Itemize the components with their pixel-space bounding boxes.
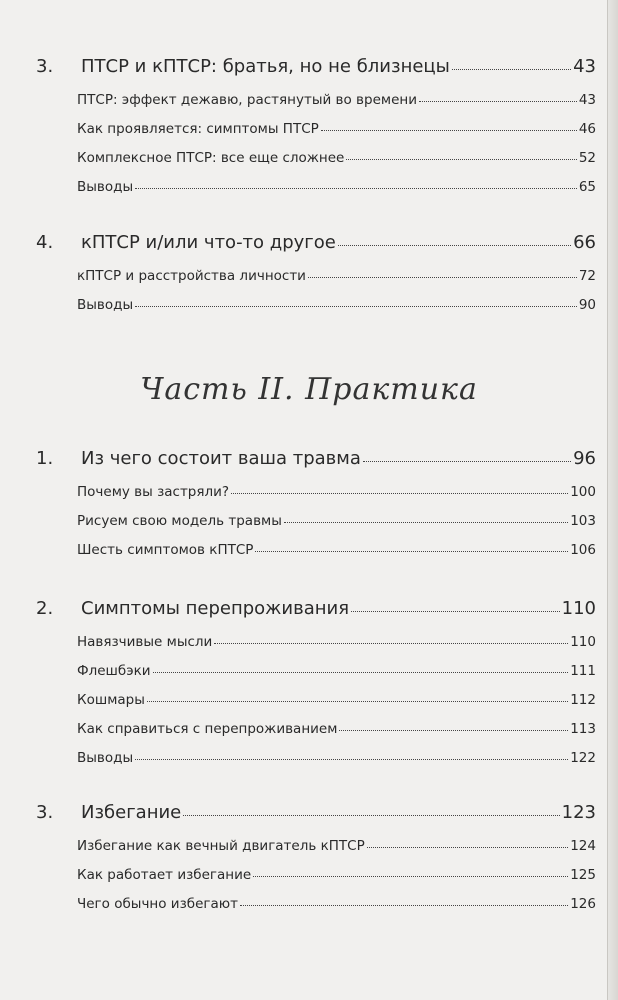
leader-dots — [419, 100, 577, 102]
page-number: 124 — [570, 838, 596, 854]
leader-dots — [214, 642, 568, 644]
leader-dots — [367, 846, 568, 848]
section-entry[interactable] — [77, 750, 596, 766]
leader-dots — [339, 729, 568, 731]
page-number: 66 — [573, 232, 596, 253]
section-title: Как проявляется: симптомы ПТСР — [77, 121, 319, 137]
section-entry[interactable] — [77, 268, 596, 284]
leader-dots — [338, 244, 571, 246]
page-number: 122 — [570, 750, 596, 766]
chapter-number: 1. — [36, 448, 54, 469]
page-number: 52 — [578, 150, 596, 166]
page-number: 65 — [578, 179, 596, 195]
leader-dots — [231, 492, 568, 494]
section-entry[interactable] — [77, 179, 596, 195]
chapter-entry[interactable] — [36, 448, 596, 469]
page-edge — [607, 0, 618, 1000]
section-entry[interactable] — [77, 297, 596, 313]
section-entry[interactable] — [77, 150, 596, 166]
page-number: 125 — [570, 867, 596, 883]
leader-dots — [147, 700, 568, 702]
chapter-title: ПТСР и кПТСР: братья, но не близнецы — [81, 56, 450, 77]
page-number: 72 — [578, 268, 596, 284]
leader-dots — [183, 814, 559, 816]
chapter-number: 4. — [36, 232, 54, 253]
section-title: Навязчивые мысли — [77, 634, 213, 650]
section-entry[interactable] — [77, 721, 596, 737]
section-title: Шесть симптомов кПТСР — [77, 542, 254, 558]
page-number: 96 — [573, 448, 596, 469]
chapter-entry[interactable] — [36, 802, 596, 823]
page-number: 43 — [578, 92, 596, 108]
leader-dots — [253, 875, 568, 877]
leader-dots — [321, 129, 577, 131]
leader-dots — [363, 460, 571, 462]
leader-dots — [135, 305, 577, 307]
leader-dots — [135, 758, 568, 760]
page-number: 110 — [561, 598, 596, 619]
section-title: ПТСР: эффект дежавю, растянутый во времени — [77, 92, 417, 108]
section-entry[interactable] — [77, 634, 596, 650]
leader-dots — [153, 671, 569, 673]
section-title: Выводы — [77, 297, 134, 313]
chapter-number: 2. — [36, 598, 54, 619]
page-number: 112 — [570, 692, 596, 708]
section-entry[interactable] — [77, 484, 596, 500]
section-title: Почему вы застряли? — [77, 484, 230, 500]
leader-dots — [346, 158, 576, 160]
leader-dots — [351, 610, 560, 612]
leader-dots — [135, 187, 577, 189]
section-title: Кошмары — [77, 692, 145, 708]
leader-dots — [284, 521, 568, 523]
section-title: Как справиться с перепроживанием — [77, 721, 338, 737]
chapter-title: кПТСР и/или что-то другое — [81, 232, 336, 253]
page-number: 103 — [570, 513, 596, 529]
chapter-entry[interactable] — [36, 598, 596, 619]
section-entry[interactable] — [77, 867, 596, 883]
section-title: Рисуем свою модель травмы — [77, 513, 282, 529]
section-title: кПТСР и расстройства личности — [77, 268, 306, 284]
section-title: Флешбэки — [77, 663, 151, 679]
page-number: 100 — [570, 484, 596, 500]
chapter-title: Из чего состоит ваша травма — [81, 448, 361, 469]
page-number: 106 — [570, 542, 596, 558]
chapter-title: Избегание — [81, 802, 182, 823]
section-entry[interactable] — [77, 92, 596, 108]
chapter-title: Симптомы перепроживания — [81, 598, 350, 619]
page-number: 90 — [578, 297, 596, 313]
section-entry[interactable] — [77, 692, 596, 708]
leader-dots — [308, 276, 577, 278]
page-number: 43 — [573, 56, 596, 77]
page-number: 111 — [570, 663, 596, 679]
section-entry[interactable] — [77, 542, 596, 558]
section-entry[interactable] — [77, 838, 596, 854]
chapter-number: 3. — [36, 802, 54, 823]
section-title: Выводы — [77, 750, 134, 766]
page-number: 123 — [561, 802, 596, 823]
leader-dots — [452, 68, 571, 70]
page-number: 113 — [570, 721, 596, 737]
section-title: Чего обычно избегают — [77, 896, 238, 912]
page-number: 126 — [570, 896, 596, 912]
section-title: Как работает избегание — [77, 867, 252, 883]
page-number: 46 — [578, 121, 596, 137]
section-title: Избегание как вечный двигатель кПТСР — [77, 838, 365, 854]
page-number: 110 — [570, 634, 596, 650]
section-title: Комплексное ПТСР: все еще сложнее — [77, 150, 345, 166]
section-title: Выводы — [77, 179, 134, 195]
leader-dots — [240, 904, 568, 906]
leader-dots — [255, 550, 568, 552]
section-entry[interactable] — [77, 896, 596, 912]
section-entry[interactable] — [77, 121, 596, 137]
chapter-entry[interactable] — [36, 56, 596, 77]
section-entry[interactable] — [77, 513, 596, 529]
part-title: Часть II. Практика — [140, 372, 478, 407]
chapter-entry[interactable] — [36, 232, 596, 253]
chapter-number: 3. — [36, 56, 54, 77]
section-entry[interactable] — [77, 663, 596, 679]
